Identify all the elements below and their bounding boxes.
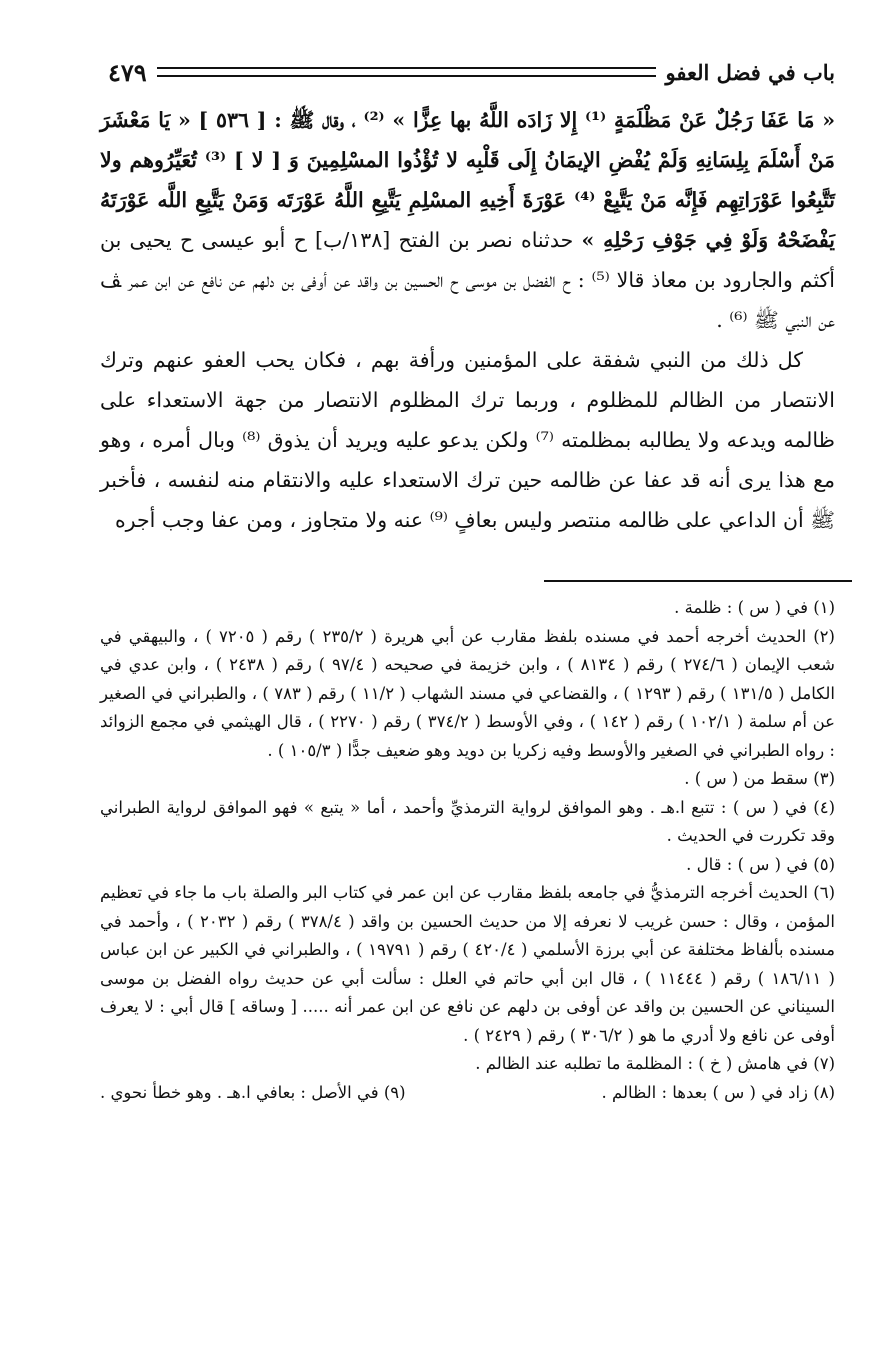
footnote-7: (٧) في هامش ( خ ) : المظلمة ما تطلبه عند الظالم . xyxy=(475,1054,835,1073)
page-number: ٤٧٩ xyxy=(108,57,147,87)
main-text xyxy=(100,100,835,540)
footnote-9: (٩) في الأصل : بعافي ا.هـ . وهو خطأ نحوي . xyxy=(100,1082,406,1102)
header-double-rule xyxy=(157,67,656,77)
page-header xyxy=(108,52,835,92)
isnad-text: حدثناه نصر بن الفتح [١٣٨/ب] ح أبو عيسى ح يحيى بن أكثم والجارود بن معاذ قالا ⁽⁵⁾ : ح الفضل بن موسى ح الحسين بن واقد عن أوفى بن دلهم عن نافع عن ابن عمر ﭫ عن النبي ﷺ ⁽⁶⁾ . xyxy=(100,228,835,332)
footnote-row-8-9 xyxy=(100,1079,835,1108)
paragraph-hadith xyxy=(100,100,835,340)
paragraph-commentary: كل ذلك من النبي شفقة على المؤمنين ورأفة بهم ، فكان يحب العفو عنهم وترك الانتصار من الظالم للمظلوم ، وربما ترك المظلوم الانتصار من جهة الاستعداء على ظالمه ويدعه ولا يطالبه بمظلمته ⁽⁷⁾ ولكن يدعو عليه ويريد أن يذوق ⁽⁸⁾ وبال أمره ، وهو مع هذا يرى أنه قد عفا عن ظالمه حين ترك الاستعداء عليه والانتقام منه لنفسه ، فأخبر ﷺ أن الداعي على ظالمه منتصر وليس بعافٍ ⁽⁹⁾ عنه ولا متجاوز ، ومن عفا وجب أجره xyxy=(100,348,835,532)
footnote-5: (٥) في ( س ) : قال . xyxy=(686,854,835,874)
footnote-2: (٢) الحديث أخرجه أحمد في مسنده بلفظ مقارب عن أبي هريرة ( ٢٣٥/٢ ) رقم ( ٧٢٠٥ ) ، والبيهقي في شعب الإيمان ( ٢٧٤/٦ ) رقم ( ٨١٣٤ ) ، وابن خزيمة في صحيحه ( ٩٧/٤ ) رقم ( ٢٤٣٨ ) ، وابن عدي في الكامل ( ١٣١/٥ ) رقم ( ١٢٩٣ ) ، والقضاعي في مسند الشهاب ( ١١/٢ ) رقم ( ٧٨٣ ) ، والطبراني في الصغير عن أم سلمة ( ١٠٢/١ ) رقم ( ١٤٢ ) ، وفي الأوسط ( ٣٧٤/٢ ) رقم ( ٢٢٧٠ ) ، قال الهيثمي في مجمع الزوائد : رواه الطبراني في الصغير والأوسط وفيه زكريا بن دويد وهو ضعيف جدًّا ( ١٠٥/٣ ) . xyxy=(100,626,835,760)
running-title: باب في فضل العفو xyxy=(665,59,835,85)
footnote-8: (٨) زاد في ( س ) بعدها : الظالم . xyxy=(601,1082,835,1102)
footnote-1: (١) في ( س ) : ظلمة . xyxy=(674,598,835,617)
footnotes xyxy=(100,594,835,1107)
hadith-text-2: « يَا مَعْشَرَ مَنْ أَسْلَمَ بِلِسَانِهِ وَلَمْ يُفْضِ الإيمَانُ إِلَى قَلْبِه لا تُؤْذُوا المسْلِمِينَ وَ [ لا ] ⁽³⁾ تُعَيِّرُوهم ولا تَتَّبِعُوا عَوْرَاتِهِم فَإِنَّه مَنْ يَتَّبِعْ ⁽⁴⁾ عَوْرَةَ أَخِيهِ المسْلِمِ يَتَّبِعِ اللَّهُ عَوْرَتَه وَمَنْ يَتَّبِعِ اللَّه عَوْرَتَهُ يَفْضَحْهُ وَلَوْ فِي جَوْفِ رَحْلِهِ » xyxy=(100,108,836,252)
footnote-4: (٤) في ( س ) : تتبع ا.هـ . وهو الموافق لرواية الترمذيِّ وأحمد ، أما « يتبع » فهو الموافق لرواية الطبراني وقد تكررت في الحديث . xyxy=(100,797,835,845)
footnote-separator xyxy=(544,580,852,582)
footnote-6: (٦) الحديث أخرجه الترمذيُّ في جامعه بلفظ مقارب عن ابن عمر في كتاب البر والصلة باب ما جاء في تعظيم المؤمن ، وقال : حسن غريب لا نعرفه إلا من حديث الحسين بن واقد ( ٣٧٨/٤ ) رقم ( ٢٠٣٢ ) ، وأحمد في مسنده بألفاظ مختلفة عن أبي برزة الأسلمي ( ٤٢٠/٤ ) رقم ( ١٩٧٩١ ) ، والطبراني في الكبير عن ابن عباس ( ١٨٦/١١ ) رقم ( ١١٤٤٤ ) ، قال ابن أبي حاتم في العلل : سألت أبي عن حديث رواه الفضل بن موسى السيناني عن الحسين بن واقد عن أوفى بن دلهم عن نافع عن ابن عمر أنه ..... [ وساقه ] قال أبي : لا يعرف أوفى عن نافع ولا أدري ما هو ( ٣٠٦/٢ ) رقم ( ٢٤٢٩ ) . xyxy=(100,883,835,1045)
footnote-3: (٣) سقط من ( س ) . xyxy=(684,769,835,788)
hadith-text-1: « مَا عَفَا رَجُلٌ عَنْ مَظْلَمَةٍ ⁽¹⁾ إِلا زَادَه اللَّهُ بها عِزًّا » ⁽²⁾ ، وقال ﷺ : [ ٥٣٦ ] xyxy=(190,108,836,132)
